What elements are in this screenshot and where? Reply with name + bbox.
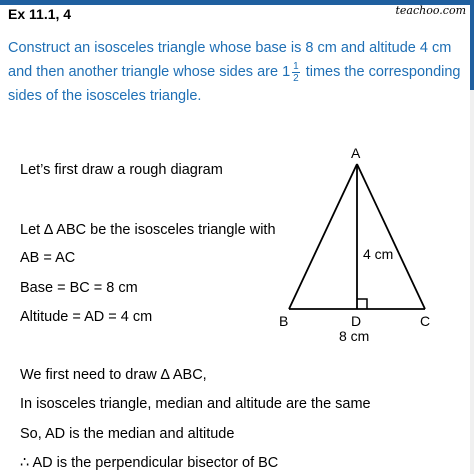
mixed-fraction <box>292 61 300 84</box>
vertex-label-a: A <box>351 145 361 161</box>
point-label-d: D <box>351 313 362 329</box>
solution-line-2: Let ∆ ABC be the isosceles triangle with <box>20 222 276 238</box>
question-part-2: times the corresponding sides of the isosceles triangle. <box>8 64 461 104</box>
vertex-label-c: C <box>420 313 431 329</box>
solution-line-7: In isosceles triangle, median and altitude are the same <box>20 396 371 412</box>
question-text <box>8 36 468 108</box>
solution-line-1: Let’s first draw a rough diagram <box>20 162 223 178</box>
altitude-length-label: 4 cm <box>363 246 394 262</box>
side-ac <box>357 164 425 309</box>
exercise-title: Ex 11.1, 4 <box>8 6 72 22</box>
triangle-diagram <box>275 140 445 345</box>
solution-line-5: Altitude = AD = 4 cm <box>20 309 153 325</box>
question-part-1: Construct an isosceles triangle whose base is 8 cm and altitude 4 cm and then another triangle whose sides are 1 <box>8 40 452 80</box>
fraction-denominator: 2 <box>293 72 299 84</box>
right-angle-mark <box>357 299 367 309</box>
brand-watermark: teachoo.com <box>395 4 466 17</box>
base-length-label: 8 cm <box>339 328 370 344</box>
fraction-numerator: 1 <box>293 60 299 72</box>
scrollbar-thumb[interactable] <box>470 0 474 90</box>
solution-line-8: So, AD is the median and altitude <box>20 426 235 442</box>
solution-line-4: Base = BC = 8 cm <box>20 280 138 296</box>
solution-line-6: We first need to draw ∆ ABC, <box>20 367 207 383</box>
side-ab <box>289 164 357 309</box>
vertex-label-b: B <box>279 313 289 329</box>
solution-line-9: ∴ AD is the perpendicular bisector of BC <box>20 455 279 471</box>
solution-line-3: AB = AC <box>20 250 76 266</box>
